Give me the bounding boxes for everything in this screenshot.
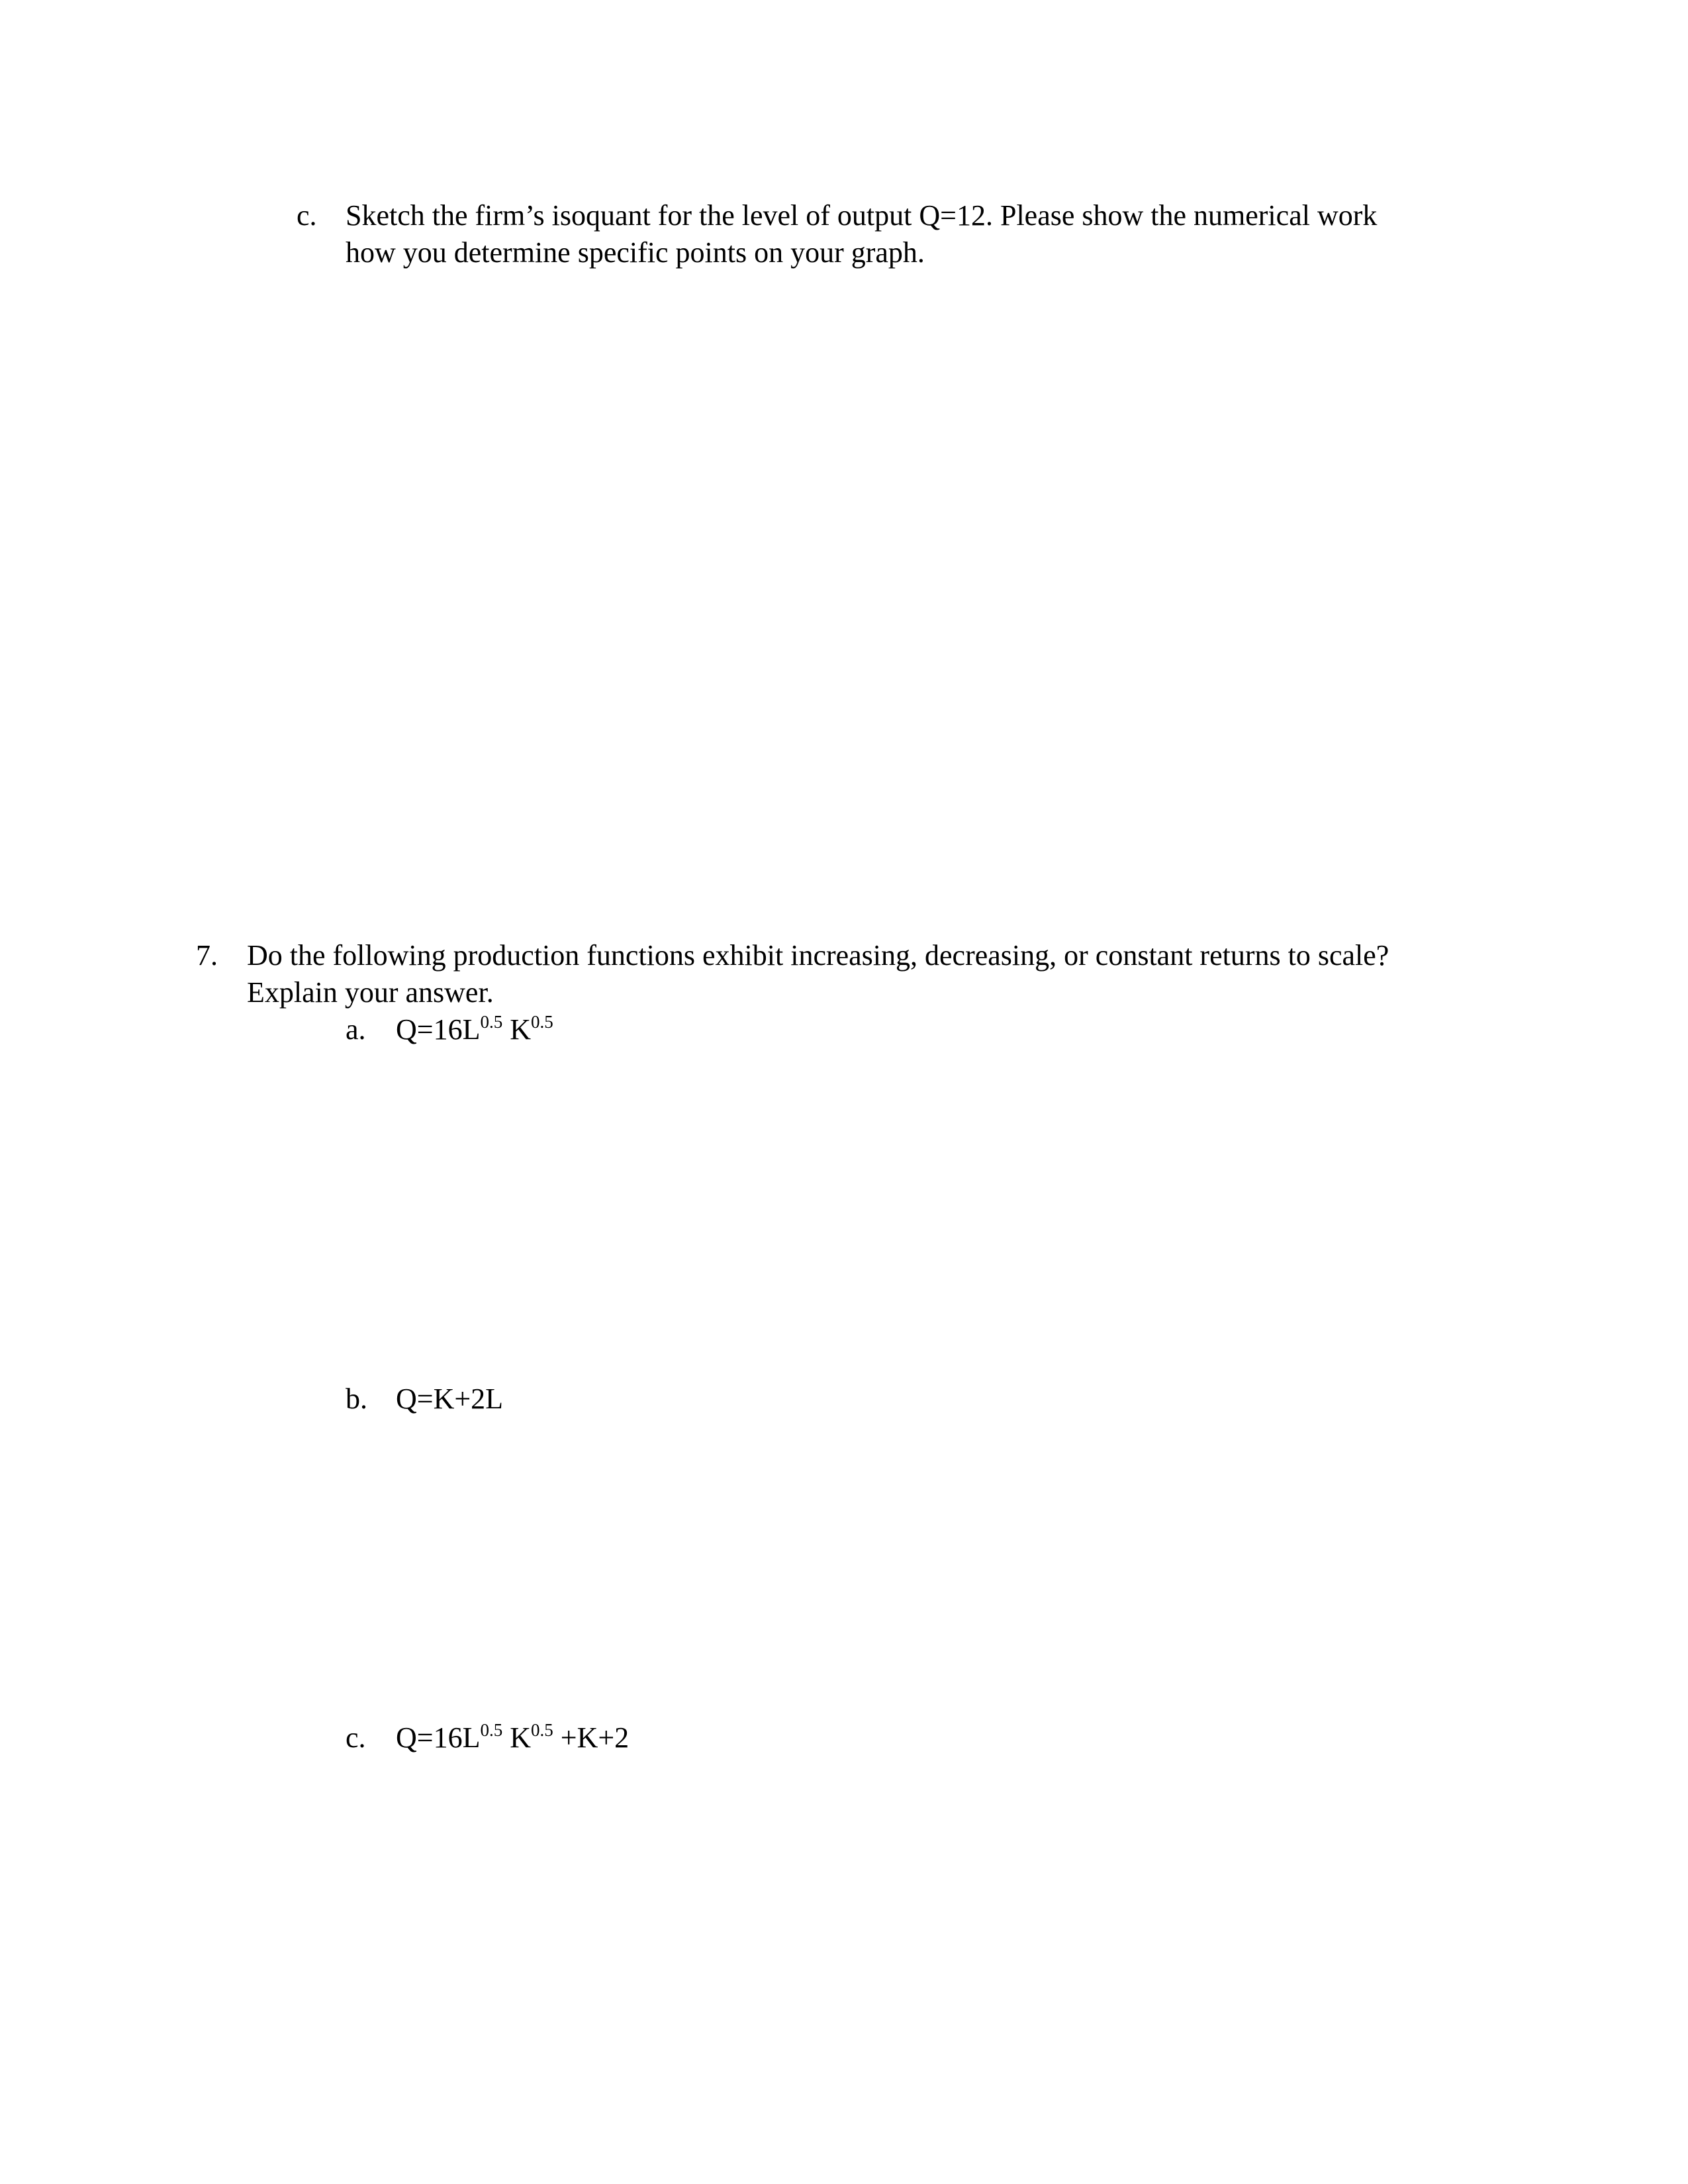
- formula-base-2: K: [502, 1013, 531, 1046]
- question-7b-marker: b.: [346, 1383, 367, 1415]
- formula-exponent-1: 0.5: [480, 1012, 503, 1032]
- question-7-line-1: Do the following production functions exhibit increasing, decreasing, or constant returns to scale?: [247, 939, 1389, 972]
- formula-base-2: K: [502, 1721, 531, 1754]
- question-7b-formula: Q=K+2L: [396, 1383, 504, 1415]
- question-6c-marker: c.: [297, 199, 317, 232]
- formula-base-1: Q=16L: [396, 1013, 481, 1046]
- question-7c-formula: [396, 1719, 629, 1756]
- formula-exponent-2: 0.5: [531, 1012, 553, 1032]
- question-7-text: [247, 937, 1389, 1011]
- question-6c-text: [346, 197, 1377, 271]
- question-7a-marker: a.: [346, 1013, 366, 1046]
- formula-tail: +K+2: [553, 1721, 630, 1754]
- question-7-line-2: Explain your answer.: [247, 976, 494, 1009]
- formula-exponent-2: 0.5: [531, 1720, 553, 1740]
- formula-exponent-1: 0.5: [480, 1720, 503, 1740]
- question-7a-formula: [396, 1011, 553, 1048]
- question-6c-line-1: Sketch the firm’s isoquant for the level of output Q=12. Please show the numerical work: [346, 199, 1378, 232]
- formula-base-1: Q=16L: [396, 1721, 481, 1754]
- question-7-marker: 7.: [196, 939, 218, 972]
- question-7c-marker: c.: [346, 1721, 366, 1754]
- question-6c-line-2: how you determine specific points on your graph.: [346, 236, 925, 269]
